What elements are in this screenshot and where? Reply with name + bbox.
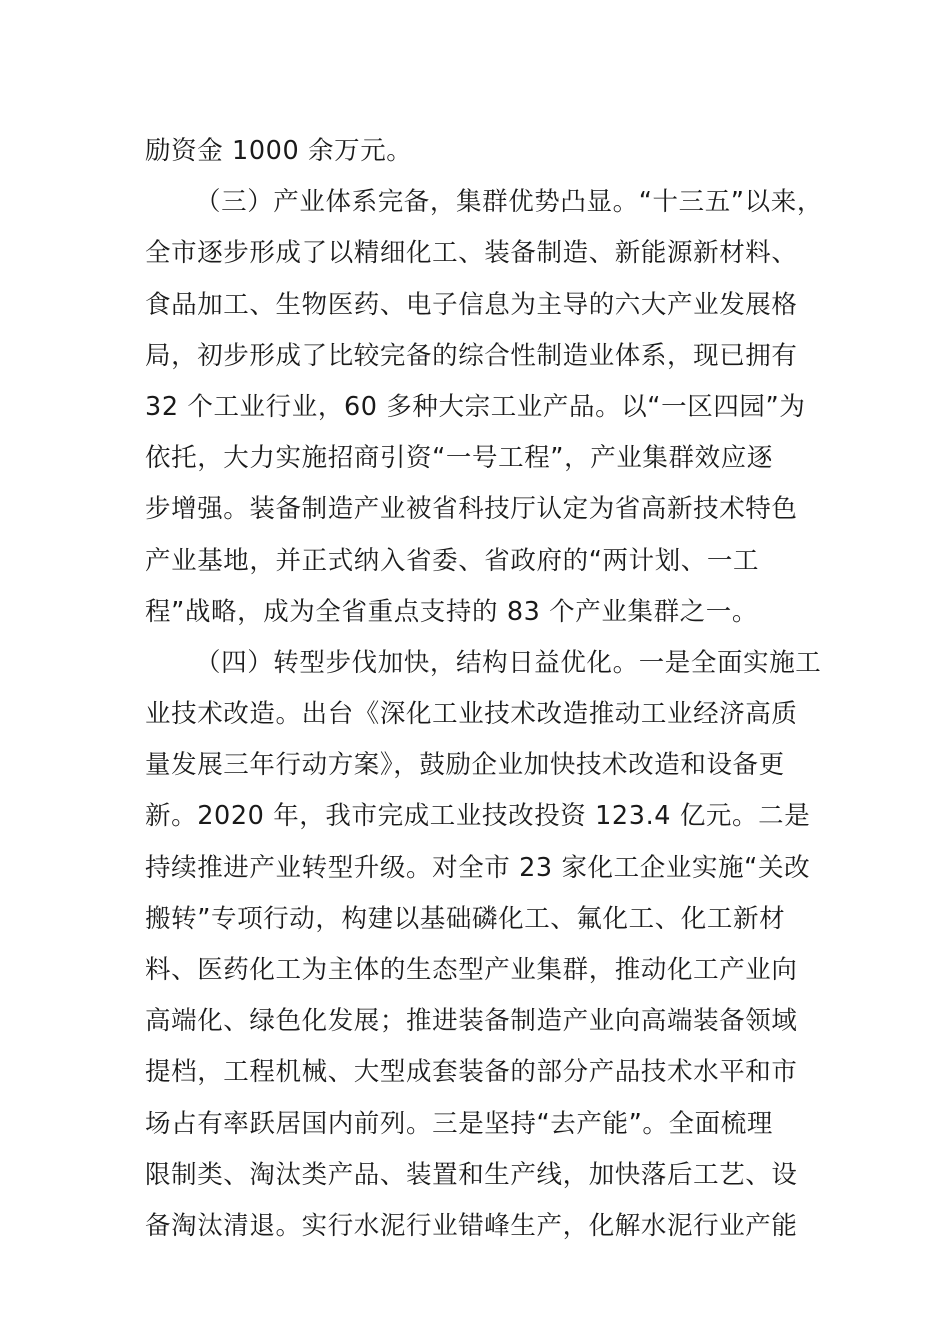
paragraph-line: 程”战略，成为全省重点支持的 83 个产业集群之一。	[145, 596, 758, 627]
paragraph-line: 量发展三年行动方案》，鼓励企业加快技术改造和设备更	[145, 750, 785, 781]
paragraph-line: 32 个工业行业，60 多种大宗工业产品。以“一区四园”为	[145, 391, 806, 422]
paragraph-line: 高端化、绿色化发展；推进装备制造产业向高端装备领域	[145, 1006, 798, 1037]
paragraph-line: 场占有率跃居国内前列。三是坚持“去产能”。全面梳理	[145, 1108, 773, 1139]
paragraph-line: 步增强。装备制造产业被省科技厅认定为省高新技术特色	[145, 494, 798, 525]
paragraph-line: 局，初步形成了比较完备的综合性制造业体系，现已拥有	[145, 340, 798, 371]
paragraph-line: 备淘汰清退。实行水泥行业错峰生产，化解水泥行业产能	[145, 1210, 798, 1241]
paragraph-first-line: （三）产业体系完备，集群优势凸显。“十三五”以来，	[195, 187, 823, 218]
paragraph-line: 提档，工程机械、大型成套装备的部分产品技术水平和市	[145, 1057, 798, 1088]
paragraph-line: 持续推进产业转型升级。对全市 23 家化工企业实施“关改	[145, 852, 811, 883]
paragraph-line: 限制类、淘汰类产品、装置和生产线，加快落后工艺、设	[145, 1159, 798, 1190]
paragraph-first-line: （四）转型步伐加快，结构日益优化。一是全面实施工	[195, 647, 822, 678]
paragraph-line: 搬转”专项行动，构建以基础磷化工、氟化工、化工新材	[145, 903, 786, 934]
paragraph-line: 新。2020 年，我市完成工业技改投资 123.4 亿元。二是	[145, 801, 811, 832]
paragraph-line: 产业基地，并正式纳入省委、省政府的“两计划、一工	[145, 545, 760, 576]
paragraph-line: 食品加工、生物医药、电子信息为主导的六大产业发展格	[145, 289, 798, 320]
paragraph-line: 料、医药化工为主体的生态型产业集群，推动化工产业向	[145, 955, 798, 985]
paragraph-line: 全市逐步形成了以精细化工、装备制造、新能源新材料、	[145, 238, 798, 269]
paragraph-line: 依托，大力实施招商引资“一号工程”，产业集群效应逐	[145, 443, 773, 474]
paragraph-line: 励资金 1000 余万元。	[145, 136, 413, 166]
paragraph-line: 业技术改造。出台《深化工业技术改造推动工业经济高质	[145, 699, 798, 730]
body-text	[145, 126, 825, 1252]
